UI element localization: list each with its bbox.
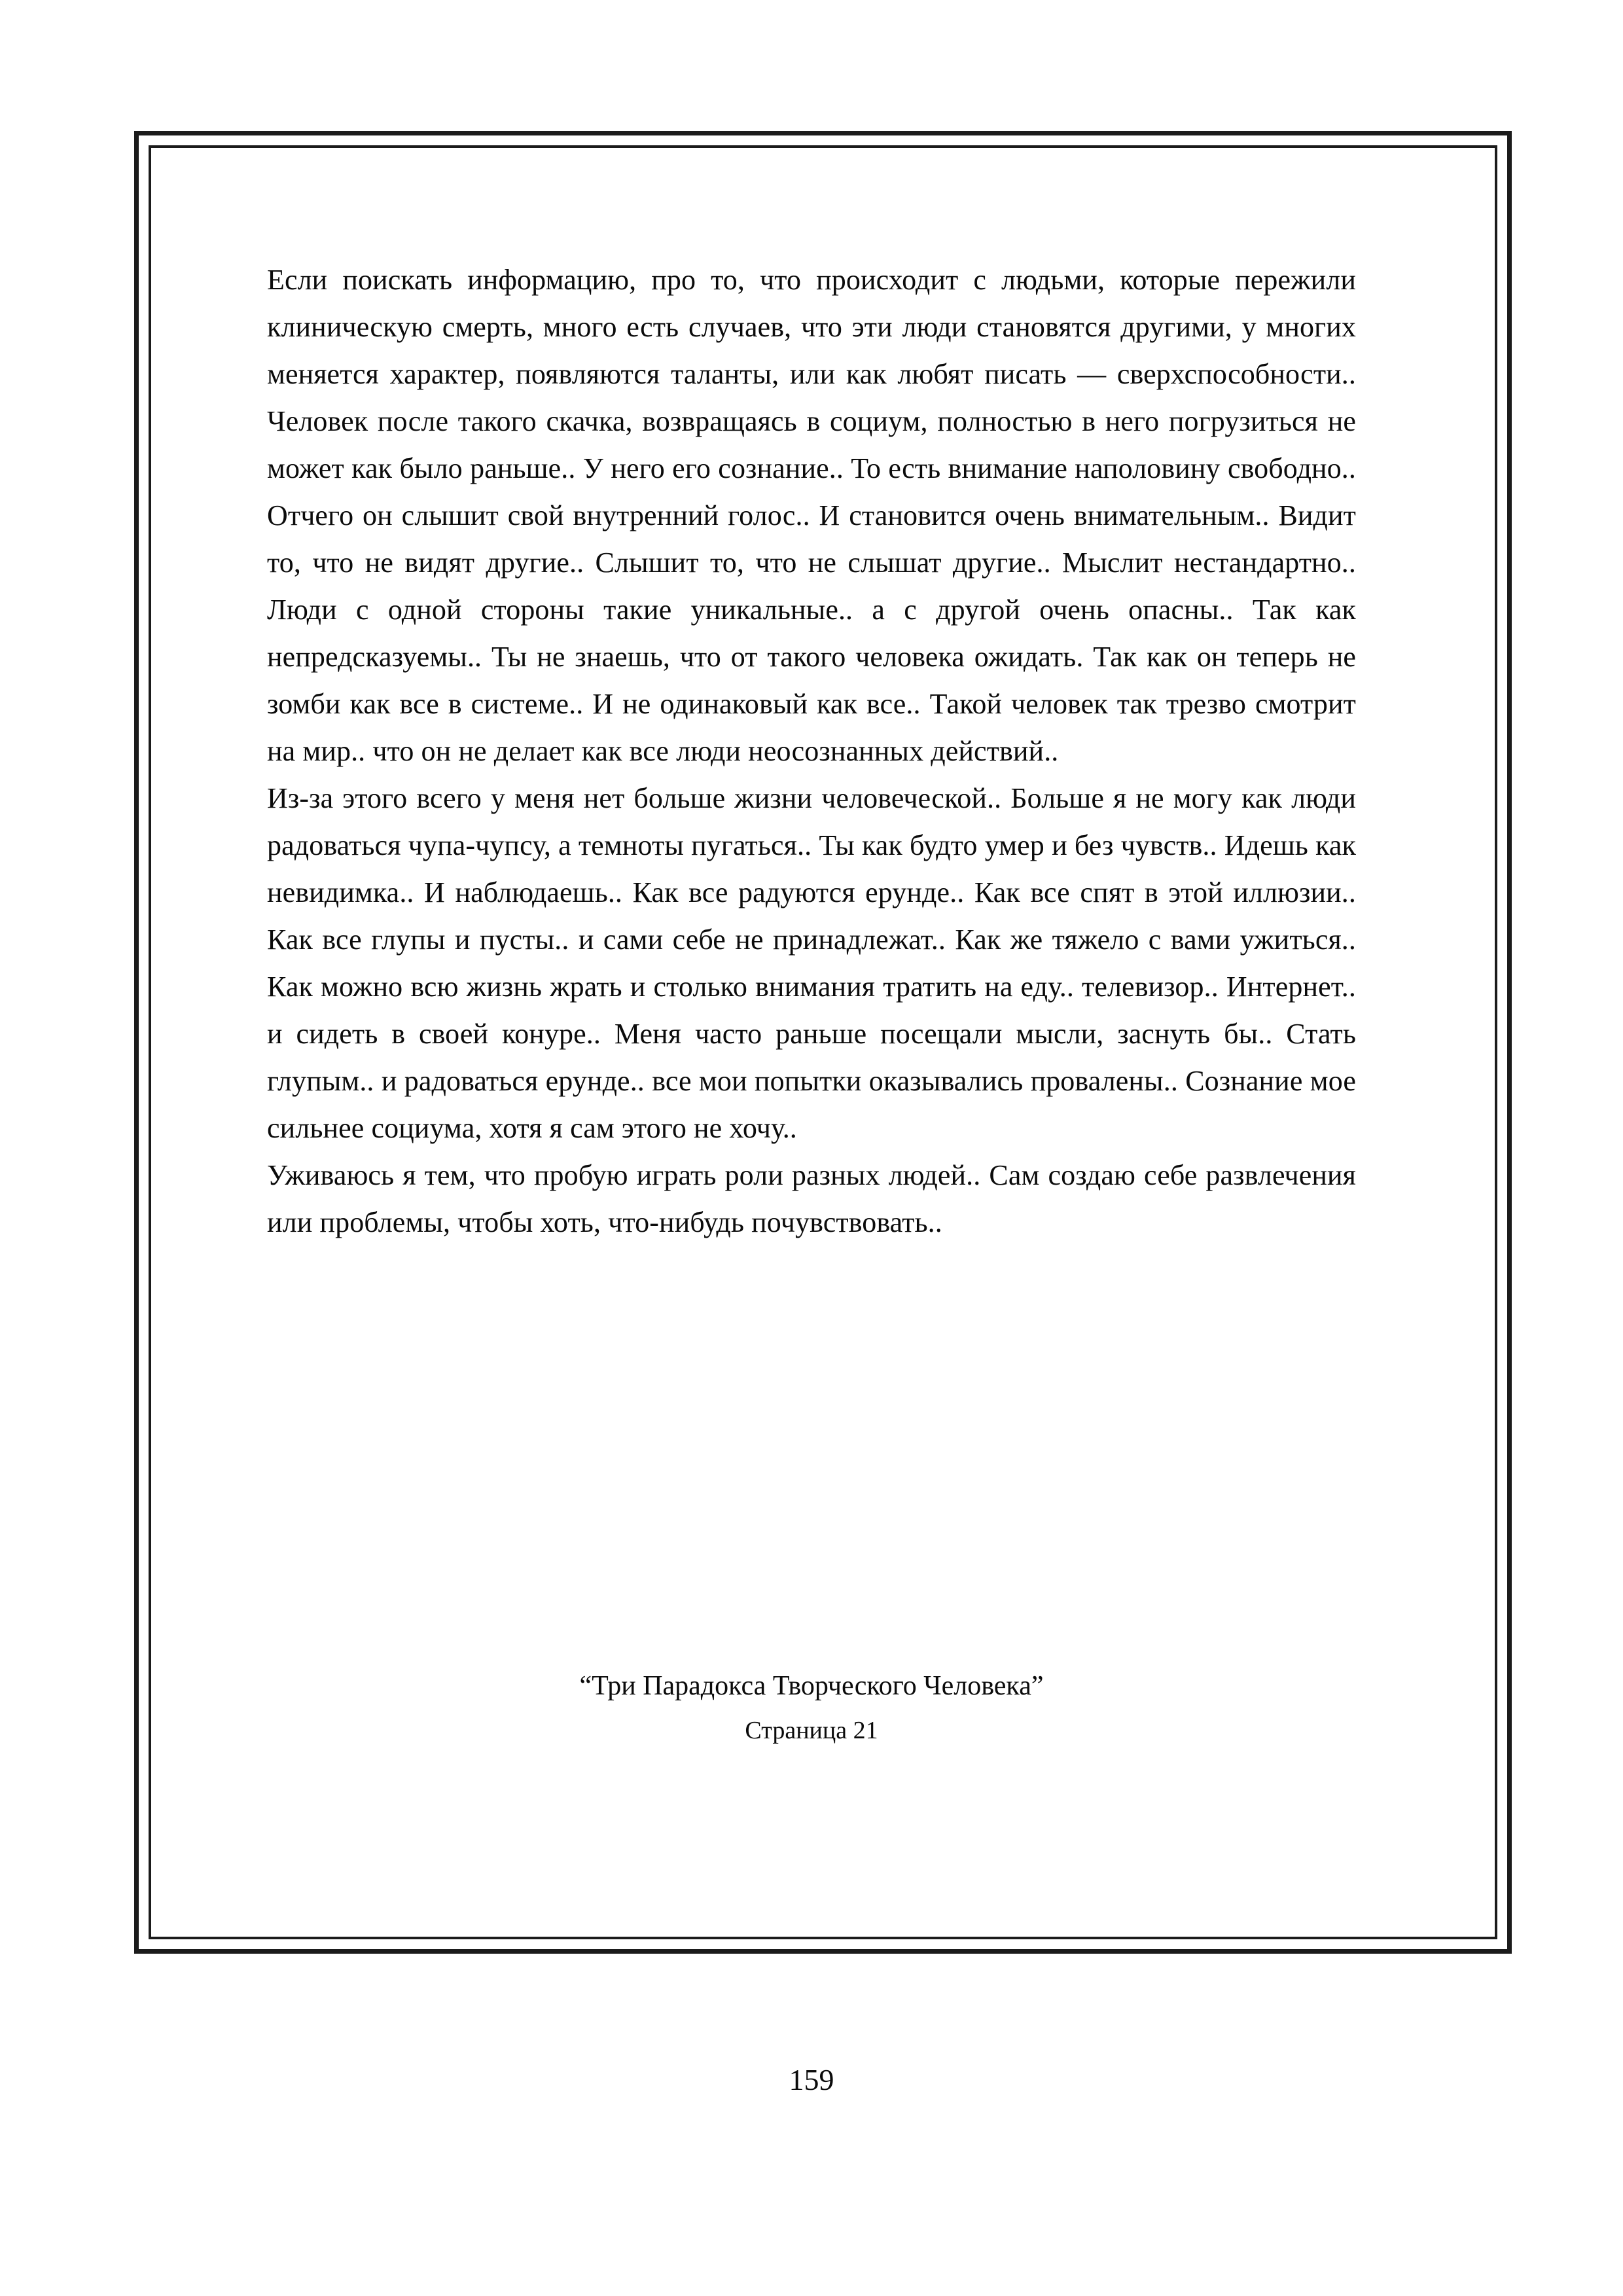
paragraph: Из-за этого всего у меня нет больше жизни человеческой.. Больше я не могу как люди радоваться чупа-чупсу, а темноты пугаться.. Ты как будто умер и без чувств.. Идешь как невидимка.. И наблюдаешь.. Как все радуются ерунде.. Как все спят в этой иллюзии.. Как все глупы и пусты.. и сами себе не принадлежат.. Как же тяжело с вами ужиться.. Как можно всю жизнь жрать и столько внимания тратить на еду.. телевизор.. Интернет.. и сидеть в своей конуре.. Меня часто раньше посещали мысли, заснуть бы.. Стать глупым.. и радоваться ерунде.. все мои попытки оказывались провалены.. Сознание мое сильнее социума, хотя я сам этого не хочу..: [267, 782, 1356, 1144]
body-content: [267, 257, 1356, 1246]
page-label: Страница 21: [745, 1717, 878, 1744]
page-footer: [267, 1666, 1356, 1749]
folio-number: 159: [789, 2063, 834, 2096]
book-title: “Три Парадокса Творческого Человека”: [579, 1671, 1044, 1701]
paragraph: Уживаюсь я тем, что пробую играть роли разных людей.. Сам создаю себе развлечения или проблемы, чтобы хоть, что-нибудь почувствовать..: [267, 1159, 1356, 1238]
paragraph: Если поискать информацию, про то, что происходит с людьми, которые пережили клиническую смерть, много есть случаев, что эти люди становятся другими, у многих меняется характер, появляются таланты, или как любят писать — сверхспособности.. Человек после такого скачка, возвращаясь в социум, полностью в него погрузиться не может как было раньше.. У него его сознание.. То есть внимание наполовину свободно.. Отчего он слышит свой внутренний голос.. И становится очень внимательным.. Видит то, что не видят другие.. Слышит то, что не слышат другие.. Мыслит нестандартно.. Люди с одной стороны такие уникальные.. а с другой очень опасны.. Так как непредсказуемы.. Ты не знаешь, что от такого человека ожидать. Так как он теперь не зомби как все в системе.. И не одинаковый как все.. Такой человек так трезво смотрит на мир.. что он не делает как все люди неосознанных действий..: [267, 264, 1356, 767]
